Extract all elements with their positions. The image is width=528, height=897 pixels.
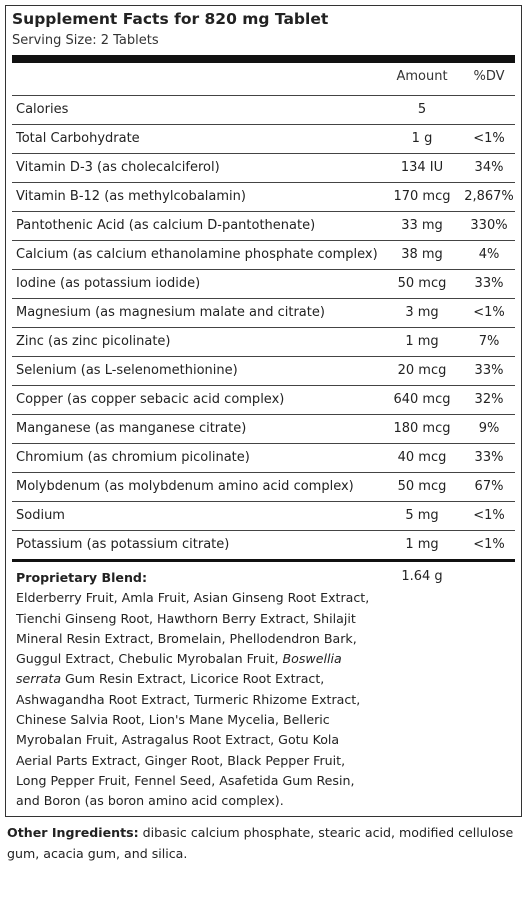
nutrient-dv: 2,867% — [464, 189, 514, 204]
blend-ingredients-a: Elderberry Fruit, Amla Fruit, Asian Ginseng Root Extract, Tienchi Ginseng Root, Hawthorn Berry Extract, Shilajit Mineral Resin Extract, Bromelain, Phellodendron Bark, Guggul Extract, Chebulic Myrobalan Fruit, — [16, 590, 370, 667]
blend-amount: 1.64 g — [401, 569, 443, 584]
nutrient-dv: 33% — [474, 450, 504, 465]
table-row — [12, 443, 515, 472]
nutrient-amount: 3 mg — [405, 305, 439, 320]
nutrient-dv: 7% — [478, 334, 500, 349]
nutrient-name: Magnesium (as magnesium malate and citrate) — [16, 305, 325, 320]
other-ingredients-label: Other Ingredients: — [7, 825, 139, 840]
nutrient-name: Vitamin D-3 (as cholecalciferol) — [16, 160, 220, 175]
nutrient-dv: 33% — [474, 363, 504, 378]
panel-title: Supplement Facts for 820 mg Tablet — [12, 10, 329, 28]
nutrient-name: Iodine (as potassium iodide) — [16, 276, 201, 291]
table-row — [12, 472, 515, 501]
table-row — [12, 414, 515, 443]
table-row — [12, 95, 515, 124]
nutrient-dv: <1% — [473, 131, 505, 146]
nutrient-name: Calcium (as calcium ethanolamine phosphate complex) — [16, 247, 378, 262]
blend-rule — [12, 559, 515, 562]
nutrient-name: Total Carbohydrate — [16, 131, 140, 146]
other-ingredients-text: dibasic calcium phosphate, stearic acid, modified cellulose gum, acacia gum, and silica. — [7, 825, 514, 861]
nutrient-amount: 50 mcg — [397, 276, 447, 291]
blend-ingredients-italic: Boswellia serrata — [16, 651, 342, 687]
nutrient-name: Sodium — [16, 508, 65, 523]
nutrient-name: Manganese (as manganese citrate) — [16, 421, 247, 436]
serving-size: Serving Size: 2 Tablets — [12, 33, 159, 48]
nutrient-table — [12, 95, 515, 559]
nutrient-dv: 34% — [474, 160, 504, 175]
nutrient-dv: 4% — [478, 247, 500, 262]
nutrient-amount: 180 mcg — [393, 421, 451, 436]
nutrient-dv: <1% — [473, 537, 505, 552]
nutrient-amount: 170 mcg — [393, 189, 451, 204]
table-row — [12, 182, 515, 211]
nutrient-amount: 1 g — [411, 131, 433, 146]
table-row — [12, 298, 515, 327]
nutrient-name: Chromium (as chromium picolinate) — [16, 450, 250, 465]
nutrient-dv: <1% — [473, 305, 505, 320]
nutrient-amount: 50 mcg — [397, 479, 447, 494]
table-row — [12, 269, 515, 298]
nutrient-name: Calories — [16, 102, 69, 117]
nutrient-amount: 1 mg — [405, 334, 439, 349]
nutrient-amount: 640 mcg — [393, 392, 451, 407]
blend-title: Proprietary Blend: — [16, 570, 147, 585]
table-row — [12, 124, 515, 153]
nutrient-amount: 5 mg — [405, 508, 439, 523]
table-row — [12, 385, 515, 414]
header-rule — [12, 55, 515, 63]
nutrient-name: Selenium (as L-selenomethionine) — [16, 363, 238, 378]
nutrient-amount: 38 mg — [401, 247, 443, 262]
nutrient-amount: 40 mcg — [397, 450, 447, 465]
dv-column-header: %DV — [473, 69, 505, 84]
table-row — [12, 356, 515, 385]
nutrient-name: Zinc (as zinc picolinate) — [16, 334, 171, 349]
nutrient-dv: 67% — [474, 479, 504, 494]
table-row — [12, 240, 515, 269]
proprietary-blend — [16, 568, 378, 812]
nutrient-amount: 33 mg — [401, 218, 443, 233]
nutrient-amount: 5 — [417, 102, 427, 117]
supplement-facts-panel — [5, 5, 522, 817]
table-row — [12, 211, 515, 240]
blend-ingredients-b: Gum Resin Extract, Licorice Root Extract, Ashwagandha Root Extract, Turmeric Rhizome Extract, Chinese Salvia Root, Lion's Mane Mycelia, Belleric Myrobalan Fruit, Astragalus Root Extract, Gotu Kola Aerial Parts Extract, Ginger Root, Black Pepper Fruit, Long Pepper Fruit, Fennel Seed, Asafetida Gum Resin, and Boron (as boron amino acid complex). — [16, 671, 361, 809]
other-ingredients — [7, 822, 522, 864]
nutrient-dv: 33% — [474, 276, 504, 291]
nutrient-name: Molybdenum (as molybdenum amino acid complex) — [16, 479, 354, 494]
nutrient-name: Copper (as copper sebacic acid complex) — [16, 392, 285, 407]
nutrient-dv: <1% — [473, 508, 505, 523]
nutrient-amount: 1 mg — [405, 537, 439, 552]
nutrient-amount: 20 mcg — [397, 363, 447, 378]
nutrient-dv: 32% — [474, 392, 504, 407]
nutrient-dv: 330% — [470, 218, 508, 233]
nutrient-amount: 134 IU — [400, 160, 444, 175]
nutrient-dv: 9% — [478, 421, 500, 436]
table-row — [12, 501, 515, 530]
table-row — [12, 327, 515, 356]
amount-column-header: Amount — [396, 69, 448, 84]
table-row — [12, 530, 515, 559]
table-row — [12, 153, 515, 182]
nutrient-name: Potassium (as potassium citrate) — [16, 537, 230, 552]
nutrient-name: Vitamin B-12 (as methylcobalamin) — [16, 189, 246, 204]
nutrient-name: Pantothenic Acid (as calcium D-pantothenate) — [16, 218, 316, 233]
